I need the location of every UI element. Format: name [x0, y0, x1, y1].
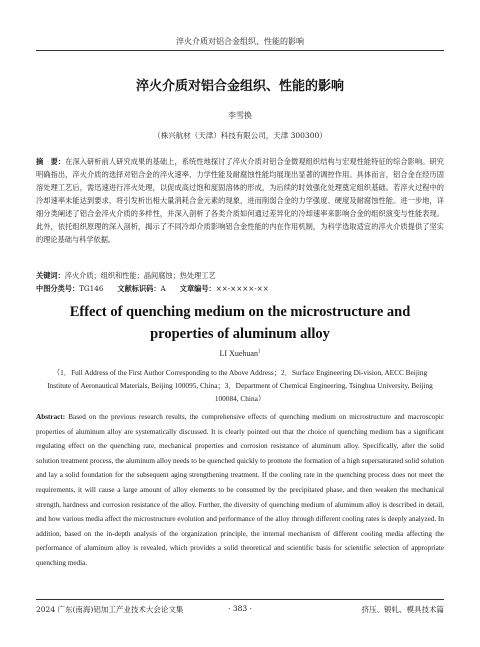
- chinese-abstract: [36, 155, 444, 246]
- article-no-label: 文章编号：: [179, 284, 216, 293]
- author-superscript: 1: [257, 349, 261, 355]
- running-head: 淬火介质对铝合金组织、性能的影响: [176, 37, 304, 46]
- keywords-label: 关键词：: [36, 271, 65, 280]
- header-rule: [36, 50, 444, 51]
- english-abstract-label: Abstract:: [36, 413, 66, 421]
- classification-row: [36, 284, 444, 297]
- chinese-affiliation: （株兴航材（天津）科技有限公司，天津 300300）: [153, 131, 327, 140]
- english-abstract: [36, 410, 444, 571]
- doc-code-label: 文献标识码：: [117, 284, 161, 293]
- english-author-name: LI Xuehuan: [219, 349, 258, 358]
- chinese-abstract-text: 在深入研析前人研究成果的基础上，系统性地探讨了淬火介质对铝合金微观组织结构与宏观性能特征的综合影响。研究明确指出，淬火介质的选择对铝合金的淬火速率、力学性能及耐腐蚀性能均展现出显著的调控作用。具体而言，铝合金在经历固溶处理工艺后，需迅速进行淬火处理，以促成高过饱和度固溶体的形成，为后续的时效强化处理奠定组织基础。若淬火过程中的冷却速率未能达到要求，将引发析出相大量消耗合金元素的现象，进而削弱合金的力学强度、硬度及耐腐蚀性能。进一步地，详细分类阐述了铝合金淬火介质的多样性，并深入剖析了各类介质如何通过差异化的冷却速率来影响合金的组织演变与性能表现。此外，依托组织原理的深入剖析，揭示了不同冷却介质影响铝合金性能的内在作用机制，为科学选取适宜的淬火介质提供了坚实的理论基础与科学依据。: [36, 157, 444, 244]
- page-number: · 383 ·: [228, 604, 252, 613]
- footer-section: 挤压、锻轧、模具技术篇: [361, 605, 444, 614]
- chinese-author: 李雪换: [228, 111, 252, 120]
- keywords-row: [36, 271, 444, 284]
- doc-code-value: A: [160, 284, 166, 293]
- keywords-value: 淬火介质；组织和性能；晶间腐蚀；热处理工艺: [64, 271, 216, 280]
- article-no-value: ××-××××-××: [215, 284, 269, 293]
- english-title: Effect of quenching medium on the microstructure and properties of aluminum alloy: [69, 304, 411, 342]
- chinese-abstract-label: 摘 要：: [36, 157, 66, 166]
- clc-label: 中图分类号：: [36, 284, 80, 293]
- english-affiliation: （1．Full Address of the First Author Corresponding to the Above Address；2．Surface Engineering Di-vision, AECC Beijing Institute of Aeronautical Materials, Beijing 100095, China；3．Department of Chemical Engineering, Tsinghua University, Beijing 100084, China）: [47, 368, 433, 403]
- page-footer: [36, 604, 444, 616]
- chinese-metadata: [36, 271, 444, 297]
- footer-proceedings: 2024 广东(南海)铝加工产业技术大会论文集: [36, 605, 184, 614]
- english-author: [0, 349, 480, 358]
- clc-value: TG146: [79, 284, 104, 293]
- footer-rule: [36, 599, 444, 600]
- english-abstract-text: Based on the previous research results, the comprehensive effects of quenching medium on microstructure and macroscopic properties of aluminum alloy are systematically discussed. It is clearly pointed out that the choice of quenching medium has a significant regulating effect on the quenching rate, mechanical properties and corrosion resistance of aluminum alloy. Specifically, after the solid solution treatment process, the aluminum alloy needs to be quenched quickly to promote the formation of a high supersaturated solid solution and lay a solid foundation for the subsequent aging strengthening treatment. If the cooling rate in the quenching process does not meet the requirements, it will cause a large amount of alloy elements to be consumed by the precipitated phase, and then weaken the mechanical strength, hardness and corrosion resistance of the alloy. Further, the diversity of quenching medium of aluminum alloy is described in detail, and how various media affect the microstructure evolution and performance of the alloy through different cooling rates is deeply analyzed. In addition, based on the in-depth analysis of the organization principle, the internal mechanism of different cooling media affecting the performance of aluminum alloy is revealed, which provides a solid theoretical and scientific basis for scientific selection of appropriate quenching media.: [36, 413, 444, 567]
- chinese-title: 淬火介质对铝合金组织、性能的影响: [135, 79, 344, 94]
